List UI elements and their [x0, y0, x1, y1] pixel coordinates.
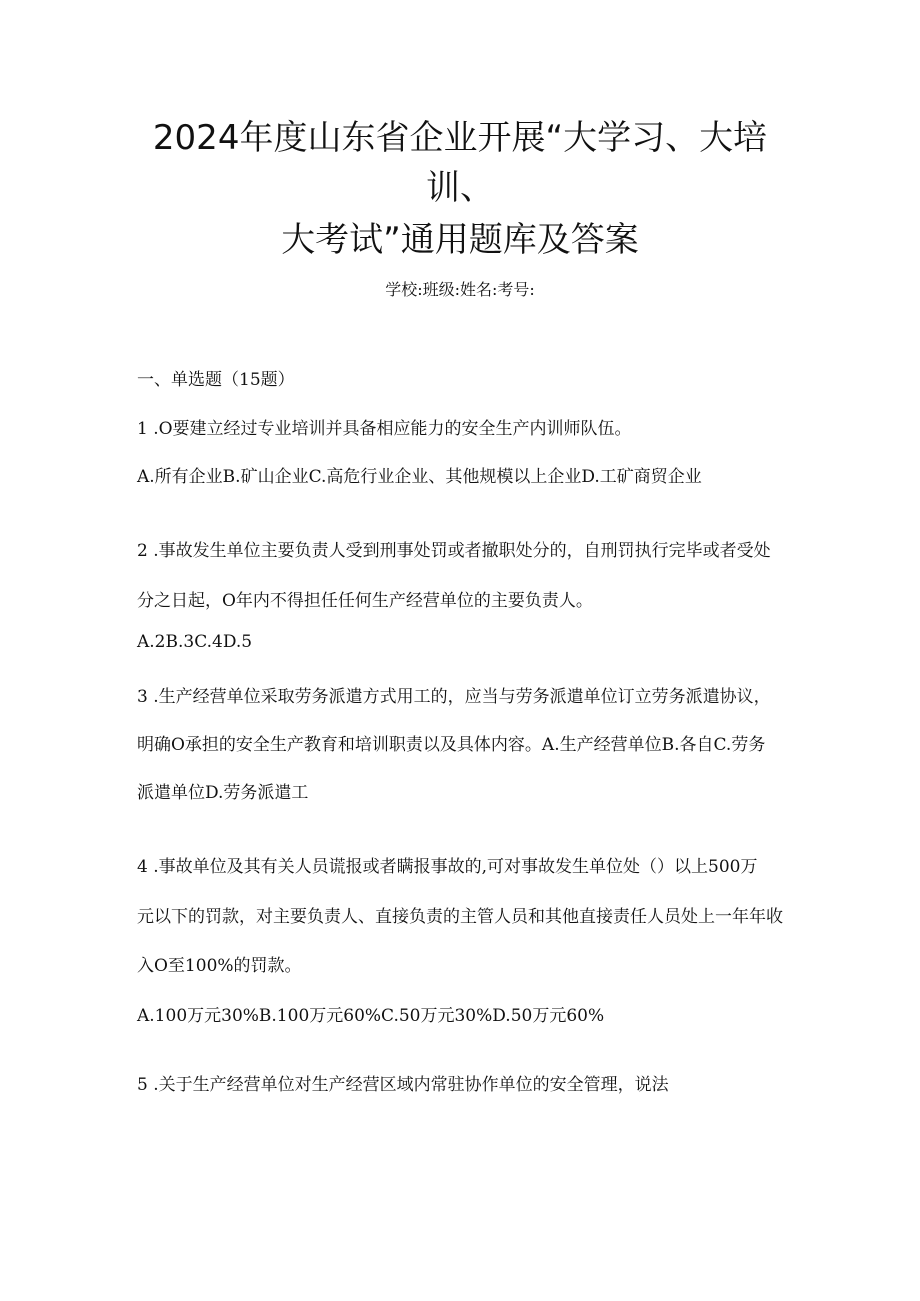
question-1-options: A.所有企业B.矿山企业C.高危行业企业、其他规模以上企业D.工矿商贸企业 [137, 467, 702, 487]
document-title-line-2: 训、 [426, 168, 494, 208]
question-1-text: 1 .O要建立经过专业培训并具备相应能力的安全生产内训师队伍。 [137, 419, 632, 439]
question-2-text-line-1: 2 .事故发生单位主要负责人受到刑事处罚或者撤职处分的，自刑罚执行完毕或者受处 [137, 541, 771, 561]
question-3-text-line-3: 派遣单位D.劳务派遣工 [137, 783, 309, 803]
question-5-text-line-1: 5 .关于生产经营单位对生产经营区域内常驻协作单位的安全管理，说法 [137, 1075, 669, 1095]
question-3-text-line-1: 3 .生产经营单位采取劳务派遣方式用工的，应当与劳务派遣单位订立劳务派遣协议， [137, 687, 771, 707]
question-4-text-line-1: 4 .事故单位及其有关人员谎报或者瞒报事故的,可对事故发生单位处（）以上500万 [137, 857, 758, 877]
question-4-text-line-3: 入O至100%的罚款。 [137, 956, 302, 976]
question-3-text-line-2: 明确O承担的安全生产教育和培训职责以及具体内容。A.生产经营单位B.各自C.劳务 [137, 735, 766, 755]
document-title-line-1: 2024年度山东省企业开展“大学习、大培 [152, 118, 768, 158]
question-2-text-line-2: 分之日起，O年内不得担任任何生产经营单位的主要负责人。 [137, 591, 593, 611]
question-4-text-line-2: 元以下的罚款，对主要负责人、直接负责的主管人员和其他直接责任人员处上一年年收 [137, 907, 783, 927]
question-4-options: A.100万元30%B.100万元60%C.50万元30%D.50万元60% [137, 1006, 605, 1026]
section-heading: 一、单选题（15题） [137, 370, 295, 390]
document-title-line-3: 大考试”通用题库及答案 [281, 220, 639, 260]
student-info-line: 学校:班级:姓名:考号: [385, 280, 535, 299]
question-2-options: A.2B.3C.4D.5 [137, 632, 253, 652]
